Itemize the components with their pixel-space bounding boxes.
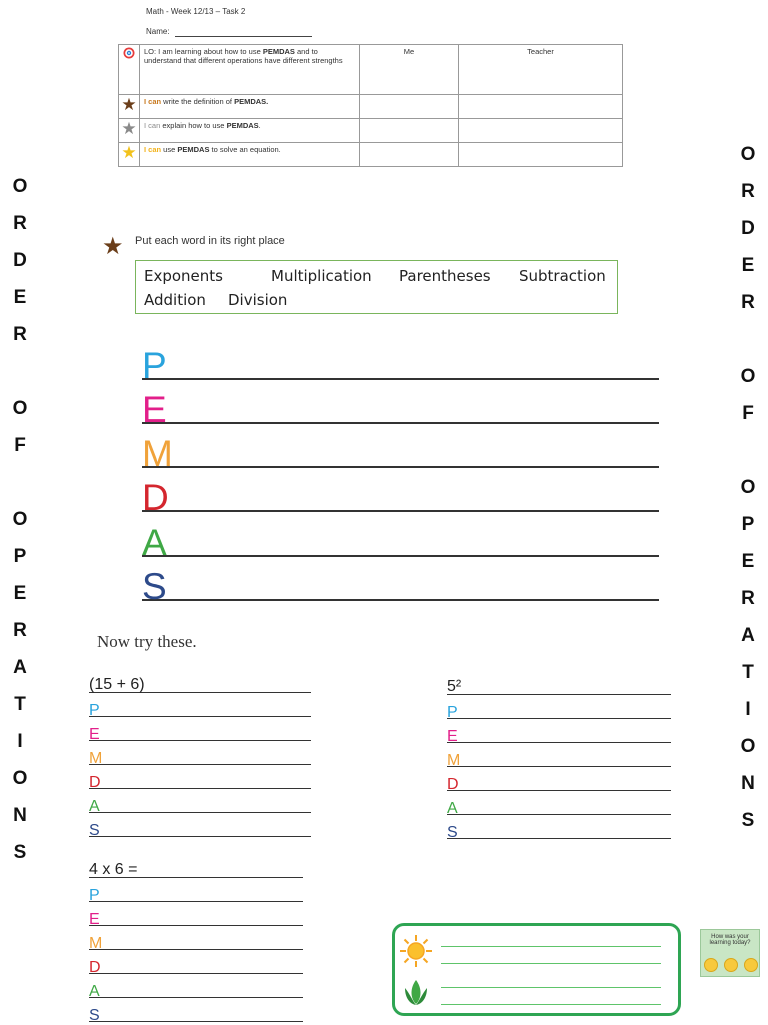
side-text-left <box>5 168 35 871</box>
side-letter: A <box>13 657 27 678</box>
feedback-card <box>700 929 760 977</box>
side-letter: D <box>13 250 27 271</box>
reflection-line[interactable] <box>441 963 661 964</box>
side-letter: N <box>741 773 755 794</box>
exercise-expression: 4 x 6 = <box>89 861 138 878</box>
name-field-line[interactable] <box>175 36 312 37</box>
exercise-step-line[interactable] <box>447 742 671 767</box>
word-bank-item[interactable]: Multiplication <box>271 267 372 285</box>
side-letter: O <box>740 477 756 498</box>
me-cell-2[interactable] <box>360 119 459 143</box>
worksheet-title: Math - Week 12/13 – Task 2 <box>146 7 246 16</box>
me-cell-3[interactable] <box>360 143 459 167</box>
pemdas-letter: S <box>447 824 458 841</box>
reflection-line[interactable] <box>441 987 661 988</box>
brown-star-icon: ★ <box>121 95 137 114</box>
exercise-expression: (15 + 6) <box>89 676 145 693</box>
exercise-step-line[interactable] <box>447 718 671 743</box>
practice-heading: Now try these. <box>97 632 197 651</box>
side-letter: I <box>17 731 23 752</box>
side-letter <box>733 432 763 469</box>
side-letter: E <box>13 583 27 604</box>
side-letter: R <box>741 588 755 609</box>
side-letter: O <box>12 509 28 530</box>
word-bank <box>135 260 618 314</box>
teacher-cell-3[interactable] <box>459 143 623 167</box>
exercise-step-line[interactable] <box>89 901 303 926</box>
side-letter: R <box>13 620 27 641</box>
exercise-expression-line <box>89 853 303 878</box>
pemdas-letter: M <box>89 750 103 767</box>
word-bank-item[interactable]: Addition <box>144 291 206 309</box>
side-letter: R <box>741 292 755 313</box>
side-letter: T <box>742 662 754 683</box>
brown-star-icon: ★ <box>102 233 124 260</box>
pemdas-letter: M <box>447 752 461 769</box>
pemdas-letter: S <box>142 566 167 607</box>
exercise-step-line[interactable] <box>447 790 671 815</box>
answer-line[interactable] <box>142 511 659 563</box>
side-letter: A <box>741 625 755 646</box>
ican-row-2: I can explain how to use PEMDAS. <box>140 119 360 143</box>
answer-line[interactable] <box>142 422 659 474</box>
side-letter: O <box>740 366 756 387</box>
sun-icon <box>399 934 433 968</box>
pemdas-letter: D <box>447 776 459 793</box>
word-bank-item[interactable]: Division <box>228 291 288 309</box>
side-letter: F <box>14 435 26 456</box>
exercise-step-line[interactable] <box>89 740 311 765</box>
exercise-step-line[interactable] <box>89 764 311 789</box>
teacher-cell-2[interactable] <box>459 119 623 143</box>
teacher-cell-1[interactable] <box>459 95 623 119</box>
word-bank-item[interactable]: Exponents <box>144 267 223 285</box>
pemdas-letter: P <box>447 704 458 721</box>
side-letter <box>5 353 35 390</box>
side-letter: P <box>741 514 755 535</box>
word-bank-item[interactable]: Subtraction <box>519 267 606 285</box>
target-icon <box>123 47 135 59</box>
exercise-expression-line <box>89 668 311 693</box>
exercise-expression: 5² <box>447 678 462 695</box>
exercise-step-line[interactable] <box>89 973 303 998</box>
pemdas-letter: S <box>89 822 100 839</box>
reflection-box <box>392 923 681 1016</box>
exercise-step-line[interactable] <box>89 997 303 1022</box>
lo-text: LO: I am learning about how to use PEMDAS and to understand that different operations have different strengths <box>140 45 360 95</box>
pemdas-letter: A <box>89 798 100 815</box>
answer-line[interactable] <box>142 555 659 607</box>
side-text-right <box>733 136 763 839</box>
exercise-step-line[interactable] <box>89 949 303 974</box>
grey-star-icon: ★ <box>121 119 137 138</box>
exercise-step-line[interactable] <box>447 694 671 719</box>
task-instruction: Put each word in its right place <box>135 235 285 247</box>
side-letter: S <box>741 810 755 831</box>
neutral-face-icon[interactable] <box>724 958 738 972</box>
reflection-line[interactable] <box>441 1004 661 1005</box>
exercise-step-line[interactable] <box>89 788 311 813</box>
side-letter: T <box>14 694 26 715</box>
side-letter: F <box>742 403 754 424</box>
sad-face-icon[interactable] <box>744 958 758 972</box>
learning-objectives-table <box>118 44 623 167</box>
side-letter <box>5 464 35 501</box>
word-bank-item[interactable]: Parentheses <box>399 267 491 285</box>
side-letter: I <box>745 699 751 720</box>
happy-face-icon[interactable] <box>704 958 718 972</box>
exercise-step-line[interactable] <box>447 814 671 839</box>
pemdas-letter: D <box>142 477 169 518</box>
side-letter: S <box>13 842 27 863</box>
pemdas-letter: P <box>89 702 100 719</box>
pemdas-letter: A <box>142 522 167 563</box>
ican-row-1: I can write the definition of PEMDAS. <box>140 95 360 119</box>
side-letter: O <box>740 736 756 757</box>
pemdas-letter: E <box>142 389 167 430</box>
pemdas-letter: M <box>89 935 103 952</box>
pemdas-letter: D <box>89 774 101 791</box>
side-letter: E <box>13 287 27 308</box>
exercise-step-line[interactable] <box>89 925 303 950</box>
gold-star-icon: ★ <box>121 143 137 162</box>
side-letter: R <box>13 213 27 234</box>
exercise-step-line[interactable] <box>89 812 311 837</box>
lo-icon-cell <box>119 45 140 95</box>
side-letter: O <box>12 768 28 789</box>
pemdas-letter: M <box>142 433 173 474</box>
exercise-step-line[interactable] <box>447 766 671 791</box>
answer-line[interactable] <box>142 334 659 386</box>
exercise-step-line[interactable] <box>89 716 311 741</box>
pemdas-letter: E <box>447 728 458 745</box>
pemdas-letter: S <box>89 1007 100 1024</box>
side-letter: P <box>13 546 27 567</box>
col-teacher-header: Teacher <box>459 45 623 95</box>
name-label: Name: <box>146 27 170 36</box>
pemdas-letter: E <box>89 911 100 928</box>
reflection-line[interactable] <box>441 946 661 947</box>
me-cell-1[interactable] <box>360 95 459 119</box>
side-letter: O <box>12 176 28 197</box>
exercise-step-line[interactable] <box>89 877 303 902</box>
pemdas-letter: A <box>89 983 100 1000</box>
ican-row-3: I can use PEMDAS to solve an equation. <box>140 143 360 167</box>
pemdas-letter: D <box>89 959 101 976</box>
side-letter: E <box>741 255 755 276</box>
side-letter: E <box>741 551 755 572</box>
lotus-icon <box>401 976 431 1008</box>
pemdas-letter: P <box>142 345 167 386</box>
answer-line[interactable] <box>142 466 659 518</box>
exercise-step-line[interactable] <box>89 692 311 717</box>
side-letter: O <box>12 398 28 419</box>
pemdas-letter: A <box>447 800 458 817</box>
side-letter: N <box>13 805 27 826</box>
side-letter: R <box>13 324 27 345</box>
feedback-question: How was your learning today? <box>709 934 751 946</box>
answer-line[interactable] <box>142 378 659 430</box>
side-letter: R <box>741 181 755 202</box>
pemdas-letter: P <box>89 887 100 904</box>
side-letter <box>733 321 763 358</box>
side-letter: O <box>740 144 756 165</box>
side-letter: D <box>741 218 755 239</box>
pemdas-letter: E <box>89 726 100 743</box>
col-me-header: Me <box>360 45 459 95</box>
exercise-expression-line <box>447 670 671 695</box>
